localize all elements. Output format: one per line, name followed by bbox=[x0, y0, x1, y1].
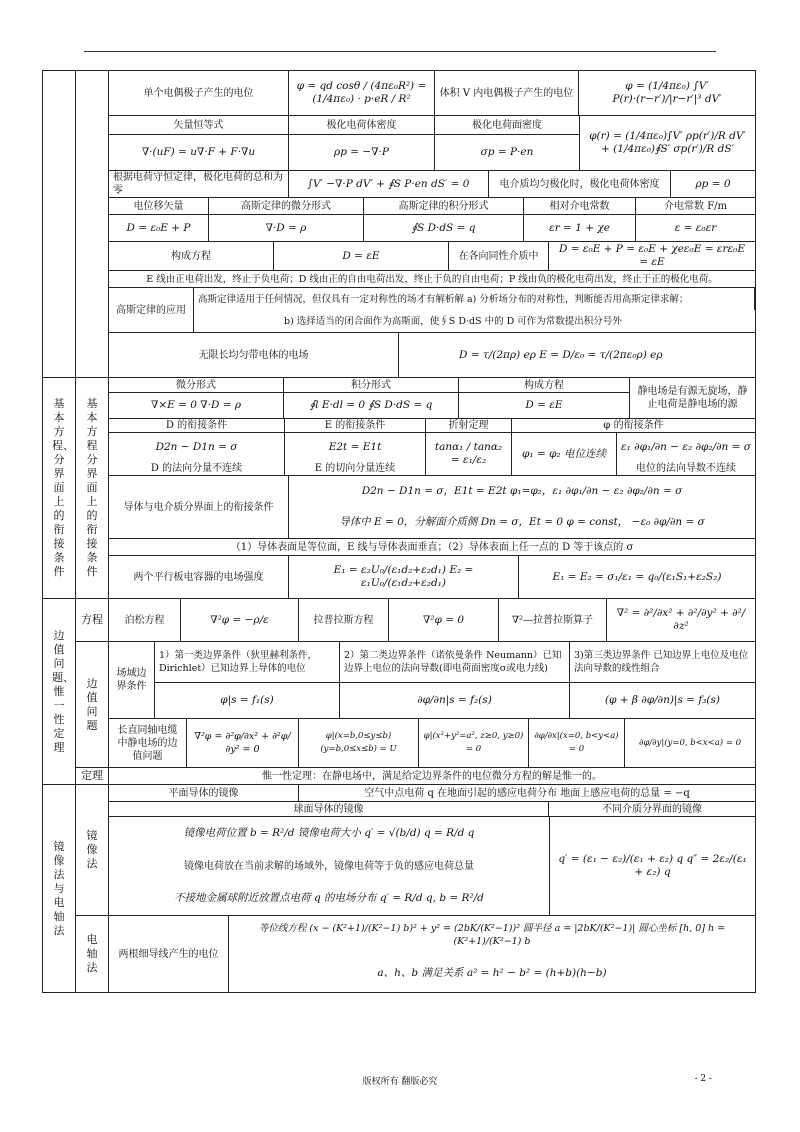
formula-vector-identity: ∇·(uF) = u∇·F + F·∇u bbox=[109, 135, 289, 170]
formula-gauss-integral: ∮S D·dS = q bbox=[364, 215, 524, 241]
section-boundary-value-label: 边值问题、惟一性定理 bbox=[43, 599, 76, 784]
row-image-headers bbox=[109, 802, 755, 817]
text-laplacian: ∇²—拉普拉斯算子 bbox=[499, 599, 607, 641]
row-polarization bbox=[109, 116, 755, 171]
formula-sphere-image: 镜像电荷位置 b = R²/d 镜像电荷大小 q′ = √(b/d) q = R/d q bbox=[183, 826, 475, 839]
formula-dielectric-image: q′ = (ε₁ − ε₂)/(ε₁ + ε₂) q q″ = 2ε₂/(ε₁ + ε₂) q bbox=[558, 853, 747, 878]
row-image-formulas bbox=[109, 817, 755, 915]
formula-dirichlet: φ|s = f₁(s) bbox=[155, 683, 340, 718]
text-volume-dipole: 体积 V 内电偶极子产生的电位 bbox=[435, 71, 579, 115]
formula-phi-continuous: φ₁ = φ₂ 电位连续 bbox=[512, 433, 617, 475]
header-e-condition: E 的衔接条件 bbox=[285, 419, 425, 433]
formula-constitutive-eq: D = εE bbox=[525, 399, 563, 411]
row-boundary-conditions bbox=[109, 642, 755, 719]
formula-laplacian: ∇² = ∂²/∂x² + ∂²/∂y² + ∂²/∂z² bbox=[616, 607, 746, 632]
header-polarization-surface-density: 极化电荷面密度 bbox=[472, 119, 542, 131]
formula-volume-dipole: φ = (1/4πε₀) ∫V′ P(r)·(r−r′)/|r−r′|³ dV′ bbox=[612, 80, 722, 105]
formula-phi-normal: ε₁ ∂φ₁/∂n − ε₂ ∂φ₂/∂n = σ bbox=[621, 440, 751, 453]
formula-sigma-p: σp = P·en bbox=[480, 146, 534, 158]
formula-e-condition: E2t = E1t bbox=[328, 440, 382, 453]
row-coax bbox=[109, 719, 755, 767]
section-dielectric bbox=[43, 71, 755, 378]
text-isotropic: 在各向同性介质中 bbox=[449, 242, 549, 270]
formula-integral-form: ∮l E·dl = 0 ∮S D·dS = q bbox=[284, 393, 459, 418]
formula-equipotential: 等位线方程 (x − (K²+1)/(K²−1) b)² + y² = (2bK/(K²−1))² 圆半径 a = |2bK/(K²−1)| 圆心坐标 [h, 0] h = (K²+1)/(K²−1) b bbox=[258, 923, 726, 947]
row-dipole bbox=[109, 71, 755, 116]
text-dirichlet: 1）第一类边界条件（狄里赫利条件，Dirichlet）已知边界上导体的电位 bbox=[155, 642, 340, 682]
row-constitutive bbox=[109, 242, 755, 271]
header-sphere-image: 球面导体的镜像 bbox=[109, 802, 549, 816]
text-poisson: 泊松方程 bbox=[109, 599, 181, 641]
text-coax: 长直同轴电缆中静电场的边值问题 bbox=[109, 719, 187, 767]
row-line-charge bbox=[109, 333, 755, 377]
formula-conductor-1: D2n − D1n = σ，E1t = E2t φ₁=φ₂，ε₁ ∂φ₁/∂n − ε₂ ∂φ₂/∂n = σ bbox=[361, 485, 683, 497]
formula-isotropic: D = ε₀E + P = ε₀E + χeε₀E = εrε₀E = εE bbox=[558, 243, 746, 268]
row-plane-image bbox=[109, 785, 755, 802]
formula-coax-zero: φ|(x²+y²=a², z≥0, y≥0) = 0 bbox=[419, 719, 529, 767]
section-boundary-value bbox=[43, 599, 755, 785]
text-conductor-interface: 导体与电介质分界面上的衔接条件 bbox=[109, 476, 289, 538]
section-basic-equations-label: 基本方程、分界面上的衔接条件 bbox=[43, 378, 76, 598]
formula-rho-p-zero: ρp = 0 bbox=[695, 177, 731, 190]
row-gauss-headers bbox=[109, 198, 755, 215]
row-field-lines bbox=[109, 271, 755, 288]
formula-conductor-2: 导体中 E = 0，分解面介质侧 Dn = σ，Et = 0 φ = const， −ε₀ ∂φ/∂n = σ bbox=[339, 516, 705, 528]
formula-refraction: tanα₁ / tanα₂ = ε₁/ε₂ bbox=[434, 441, 503, 466]
header-dielectric-image: 不同介质分界面的镜像 bbox=[602, 803, 702, 815]
text-d-normal: D 的法向分量不连续 bbox=[150, 462, 243, 474]
header-differential-form: 微分形式 bbox=[109, 378, 284, 392]
footer-copyright: 版权所有 翻版必究 bbox=[362, 1077, 438, 1087]
row-gauss-formulas bbox=[109, 215, 755, 242]
formula-permittivity: ε = ε₀εr bbox=[674, 221, 717, 234]
text-two-wires: 两根细导线产生的电位 bbox=[109, 916, 229, 992]
formula-rho-p: ρp = −∇·P bbox=[289, 135, 435, 170]
section-dielectric-sublabel bbox=[76, 71, 109, 377]
text-single-dipole: 单个电偶极子产生的电位 bbox=[109, 71, 289, 115]
row-basic-equations bbox=[109, 378, 755, 419]
text-parallel-plate: 两个平行板电容器的电场强度 bbox=[109, 556, 289, 598]
header-d-condition: D 的衔接条件 bbox=[109, 419, 284, 433]
formula-ahb-relation: a、h、b 满足关系 a² = h² − b² = (h+b)(h−b) bbox=[377, 966, 607, 979]
formula-dipole-potential: φ = qd cosθ / (4πε₀R²) = (1/4πε₀) · p·eR / R² bbox=[289, 71, 435, 115]
text-boundary-conditions: 场域边界条件 bbox=[109, 642, 155, 718]
text-field-lines: E 线由正电荷出发，终止于负电荷；D 线由正的自由电荷出发，终止于负的自由电荷；P 线由负的极化电荷出发，终止于正的极化电荷。 bbox=[146, 273, 718, 285]
formula-total-polarization-charge: ∫V′ −∇·P dV′ + ∮S P·en dS′ = 0 bbox=[289, 171, 489, 197]
header-gauss-differential: 高斯定律的微分形式 bbox=[209, 198, 364, 214]
text-line-charge: 无限长均匀带电体的电场 bbox=[109, 333, 399, 377]
section-image-method bbox=[43, 785, 755, 992]
header-phi-condition: φ 的衔接条件 bbox=[512, 419, 755, 433]
footer-page-number: - 2 - bbox=[694, 1074, 712, 1084]
row-conductor-interface bbox=[109, 476, 755, 539]
formula-d-condition: D2n − D1n = σ bbox=[155, 440, 238, 453]
row-gauss-application bbox=[109, 288, 755, 333]
text-uniqueness: 惟一性定理：在静电场中，满足给定边界条件的电位微分方程的解是惟一的。 bbox=[262, 770, 602, 782]
sublabel-boundary-problems: 边值问题 bbox=[76, 642, 109, 767]
text-laplace: 拉普拉斯方程 bbox=[299, 599, 389, 641]
formula-coax-laplace: ∇²φ = ∂²φ/∂x² + ∂²φ/∂y² = 0 bbox=[187, 719, 299, 767]
formula-laplace: ∇²φ = 0 bbox=[389, 599, 499, 641]
row-poisson bbox=[109, 599, 755, 641]
sublabel-theorem: 定理 bbox=[76, 768, 109, 784]
formula-displacement: D = ε₀E + P bbox=[109, 215, 209, 241]
formula-parallel-plate-1: E₁ = ε₂U₀/(ε₁d₂+ε₂d₁) E₂ = ε₁U₀/(ε₁d₂+ε₂d₁) bbox=[289, 556, 519, 598]
text-plane-image: 平面导体的镜像 bbox=[109, 785, 299, 801]
formula-coax-dx: ∂φ/∂x|(x=0, b<y<a) = 0 bbox=[529, 719, 625, 767]
section-basic-equations-sublabel: 基本方程分界面上的衔接条件 bbox=[76, 378, 109, 598]
sublabel-electric-axis: 电轴法 bbox=[76, 916, 109, 992]
text-e-tangential: E 的切向分量连续 bbox=[314, 462, 396, 474]
text-image-rule: 镜像电荷放在当前求解的场域外，镜像电荷等于负的感应电荷总量 bbox=[184, 860, 474, 872]
header-displacement: 电位移矢量 bbox=[109, 198, 209, 214]
formula-poisson: ∇²φ = −ρ/ε bbox=[181, 599, 299, 641]
text-neumann: 2）第二类边界条件（诺依曼条件 Neumann）已知边界上电位的法向导数(即电荷面密度σ或电力线) bbox=[340, 642, 570, 682]
text-constitutive: 构成方程 bbox=[109, 242, 274, 270]
formula-parallel-plate-2: E₁ = E₂ = σ₁/ε₁ = q₀/(ε₁S₁+ε₂S₂) bbox=[552, 570, 722, 583]
formula-coax-u: φ|(x=b,0≤y≤b)(y=b,0≤x≤b) = U bbox=[299, 719, 419, 767]
text-gauss-step-a: 高斯定律适用于任何情况，但仅具有一定对称性的场才有解析解 a) 分析场分布的对称性，判断能否用高斯定律求解； bbox=[194, 288, 755, 310]
text-uniform-polarization: 电介质均匀极化时，极化电荷体密度 bbox=[489, 171, 671, 197]
row-interface-conditions bbox=[109, 419, 755, 476]
formula-robin: (φ + β ∂φ/∂n)|s = f₃(s) bbox=[604, 694, 720, 706]
header-polarization-volume-density: 极化电荷体密度 bbox=[289, 116, 435, 134]
header-permittivity: 介电常数 F/m bbox=[664, 200, 727, 212]
text-gauss-application: 高斯定律的应用 bbox=[109, 288, 194, 332]
row-conservation bbox=[109, 171, 755, 198]
header-rule bbox=[84, 51, 716, 52]
formula-constitutive: D = εE bbox=[274, 242, 449, 270]
sublabel-equations: 方程 bbox=[76, 599, 109, 641]
header-relative-permittivity: 相对介电常数 bbox=[524, 198, 636, 214]
header-integral-form: 积分形式 bbox=[284, 378, 459, 392]
section-basic-equations bbox=[43, 378, 755, 599]
sublabel-image-method: 镜像法 bbox=[76, 785, 109, 915]
formula-line-charge: D = τ/(2πρ) eρ E = D/ε₀ = τ/(2πε₀ρ) eρ bbox=[459, 348, 663, 361]
formula-differential-form: ∇×E = 0 ∇·D = ρ bbox=[109, 393, 284, 418]
formula-table bbox=[42, 70, 756, 993]
header-gauss-integral: 高斯定律的积分形式 bbox=[364, 198, 524, 214]
header-refraction: 折射定理 bbox=[426, 419, 511, 433]
text-gauss-step-b: b) 选择适当的闭合面作为高斯面，使∮S D·dS 中的 D 可作为常数提出积分号外 bbox=[284, 315, 622, 327]
formula-ungrounded-sphere: 不接地金属球附近放置点电荷 q 的电场分布 q′ = R/d q, b = R²/d bbox=[174, 892, 484, 905]
formula-coax-dy: ∂φ/∂y|(y=0, b<x<a) = 0 bbox=[638, 737, 742, 748]
row-conductor-notes bbox=[109, 539, 755, 556]
text-robin: 3)第三类边界条件 已知边界上电位及电位法向导数的线性组合 bbox=[574, 650, 749, 674]
text-charge-conservation: 根据电荷守恒定律，极化电荷的总和为零 bbox=[109, 171, 289, 197]
header-vector-identity: 矢量恒等式 bbox=[109, 116, 289, 134]
row-electric-axis bbox=[109, 916, 755, 992]
formula-polarization-potential: φ(r) = (1/4πε₀)∫V′ ρp(r′)/R dV′ + (1/4πε₀)∮S′ σp(r′)/R dS′ bbox=[589, 130, 746, 155]
text-electrostatic-source: 静电场是有源无旋场，静止电荷是静电场的源 bbox=[637, 386, 748, 410]
section-dielectric-label bbox=[43, 71, 76, 377]
text-plane-image-detail: 空气中点电荷 q 在地面引起的感应电荷分布 地面上感应电荷的总量 = −q bbox=[364, 787, 690, 799]
section-image-method-label: 镜像法与电轴法 bbox=[43, 785, 76, 992]
header-constitutive-eq: 构成方程 bbox=[524, 379, 564, 391]
text-conductor-notes: （1）导体表面是等位面，E 线与导体表面垂直；（2）导体表面上任一点的 D 等于该点的 σ bbox=[230, 541, 634, 553]
formula-gauss-differential: ∇·D = ρ bbox=[209, 215, 364, 241]
text-phi-normal: 电位的法向导数不连续 bbox=[636, 462, 736, 474]
formula-neumann: ∂φ/∂n|s = f₂(s) bbox=[340, 683, 570, 718]
row-parallel-plate bbox=[109, 556, 755, 598]
formula-relative-permittivity: εr = 1 + χe bbox=[524, 215, 636, 241]
